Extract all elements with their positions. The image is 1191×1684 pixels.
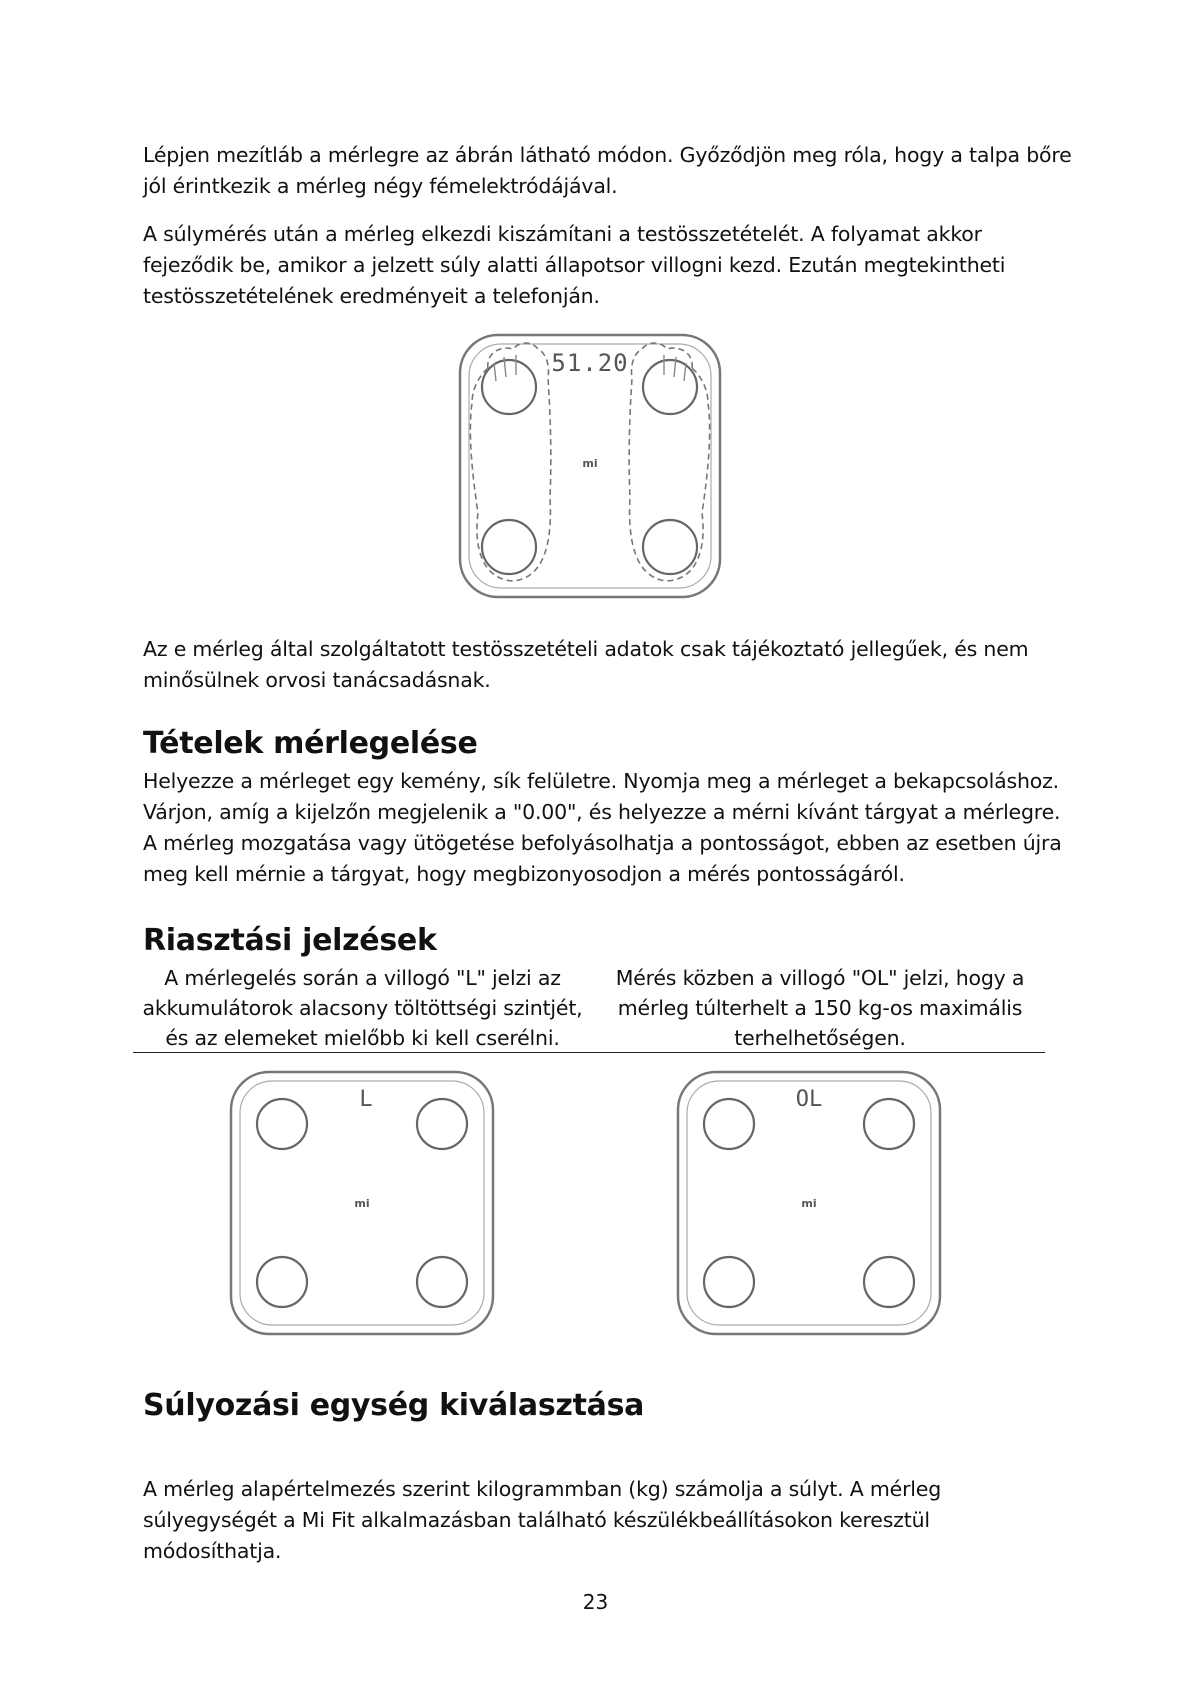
alert-overload-text: Mérés közben a villogó "OL" jelzi, hogy a mérleg túlterhelt a 150 kg-os maximális terhelhetőségen. xyxy=(615,966,1025,1050)
intro-paragraph-1: Lépjen mezítláb a mérlegre az ábrán látható módon. Győződjön meg róla, hogy a talpa bőre jól érintkezik a mérleg négy fémelektródájával. xyxy=(143,143,1072,198)
low-battery-display: L xyxy=(359,1087,373,1112)
unit-selection-paragraph: A mérleg alapértelmezés szerint kilogrammban (kg) számolja a súlyt. A mérleg súlyegységét a Mi Fit alkalmazásban található készülékbeállításokon keresztül módosíthatja. xyxy=(143,1477,942,1563)
scale-with-feet-figure xyxy=(458,333,722,599)
alert-low-battery-text: A mérlegelés során a villogó "L" jelzi az akkumulátorok alacsony töltöttségi szintjét, és az elemeket mielőbb ki kell cserélni. xyxy=(142,966,583,1050)
heading-unit-selection: Súlyozási egység kiválasztása xyxy=(143,1388,645,1423)
mi-logo: mi xyxy=(801,1197,817,1210)
intro-paragraph-2: A súlymérés után a mérleg elkezdi kiszámítani a testösszetételét. A folyamat akkor fejeződik be, amikor a jelzett súly alatti állapotsor villogni kezd. Ezután megtekintheti testösszetételének eredményeit a telefonján. xyxy=(143,222,1006,308)
electrode-bottom-right xyxy=(643,520,697,574)
mi-logo: mi xyxy=(582,457,598,470)
electrode-top-left xyxy=(482,360,536,414)
mi-logo: mi xyxy=(354,1197,370,1210)
overload-display: OL xyxy=(795,1087,823,1112)
weight-display: 51.20 xyxy=(551,349,629,377)
electrode-top-right xyxy=(643,360,697,414)
heading-weighing-items: Tételek mérlegelése xyxy=(143,726,478,761)
disclaimer-paragraph: Az e mérleg által szolgáltatott testösszetételi adatok csak tájékoztató jellegűek, és nem minősülnek orvosi tanácsadásnak. xyxy=(143,637,1029,692)
scale-low-battery-figure xyxy=(229,1070,495,1336)
weighing-items-paragraph: Helyezze a mérleget egy kemény, sík felületre. Nyomja meg a mérleget a bekapcsoláshoz. Várjon, amíg a kijelzőn megjelenik a "0.00", és helyezze a mérni kívánt tárgyat a mérlegre. A mérleg mozgatása vagy ütögetése befolyásolhatja a pontosságot, ebben az esetben újra meg kell mérnie a tárgyat, hogy megbizonyosodjon a mérés pontosságáról. xyxy=(143,769,1062,886)
table-rule xyxy=(133,1052,1045,1053)
electrode-bottom-left xyxy=(482,520,536,574)
page-number: 23 xyxy=(582,1590,609,1614)
scale-overload-figure xyxy=(676,1070,942,1336)
heading-alert-signals: Riasztási jelzések xyxy=(143,923,437,958)
